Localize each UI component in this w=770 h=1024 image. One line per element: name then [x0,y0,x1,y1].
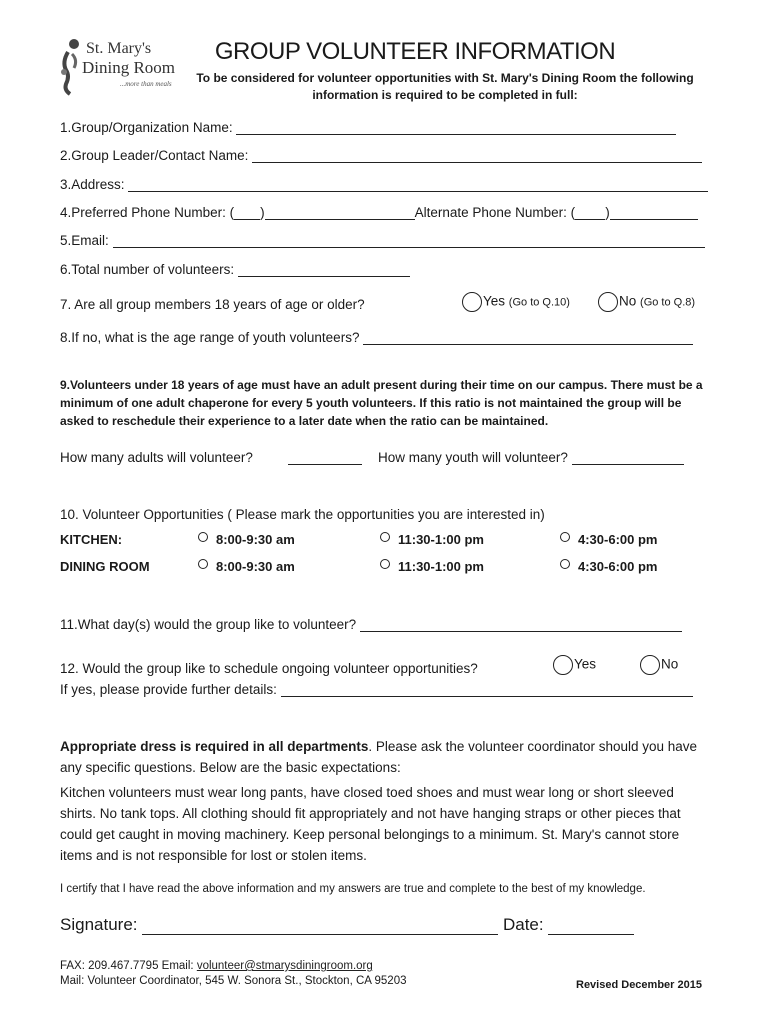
age-yes-note: (Go to Q.10) [508,296,570,309]
dining-evening-label: 4:30-6:00 pm [578,559,658,574]
address-input[interactable] [128,177,708,192]
kitchen-evening-radio[interactable] [560,532,570,542]
chaperone-policy-text: 9.Volunteers under 18 years of age must have an adult present during their time on our campus. There must be a minimum of one adult chaperone for every 5 youth volunteers. If this ratio is not maintained the group will be asked to reschedule their experience to a later date when the ratio can be maintained. [60,378,703,428]
age-yes-radio[interactable] [462,292,482,312]
preferred-phone-area-input[interactable] [234,205,260,220]
age-no-label: No [619,293,637,309]
field-total-volunteers [60,262,410,277]
age-question-label: 7. Are all group members 18 years of age or older? [60,297,365,312]
logo-tagline: ...more than meals [120,80,172,88]
dress-code-intro [60,736,712,778]
date-label: Date: [502,915,544,934]
contact-name-input[interactable] [252,148,702,163]
field-ongoing-details [60,682,693,697]
age-no-note: (Go to Q.8) [640,296,696,309]
dining-slot-evening[interactable] [560,559,657,574]
dress-code-rest: . Please ask the volunteer coordinator should you have any specific questions. Below are the basic expectations: [60,739,698,775]
field-adults-count [60,450,253,465]
youth-count-input[interactable] [572,450,684,465]
youth-age-range-input[interactable] [363,330,693,345]
age-no-option[interactable] [598,292,695,312]
page-title: GROUP VOLUNTEER INFORMATION [214,38,616,65]
field-address [60,177,708,192]
footer-fax: FAX: 209.467.7795 Email: [60,960,197,972]
youth-count-label: How many youth will volunteer? [378,450,568,465]
logo-line1: St. Mary's [86,40,152,57]
age-no-radio[interactable] [598,292,618,312]
signature-input[interactable] [142,918,498,935]
email-label: 5.Email: [60,233,109,248]
dining-lunch-radio[interactable] [380,559,390,569]
dress-code-heading: Appropriate dress is required in all departments [60,739,369,754]
kitchen-lunch-label: 11:30-1:00 pm [398,532,484,547]
field-email [60,233,705,248]
kitchen-morning-label: 8:00-9:30 am [216,532,295,547]
date-input[interactable] [548,918,634,935]
signature-row [60,915,634,935]
field-phones: 4.Preferred Phone Number: ( ) Alternate Phone Number: ( ) [60,205,698,220]
ongoing-details-label: If yes, please provide further details: [60,682,277,697]
question-age [60,297,365,312]
kitchen-lunch-radio[interactable] [380,532,390,542]
alternate-phone-area-input[interactable] [575,205,605,220]
ongoing-yes-option[interactable] [553,655,596,675]
certification-text: I certify that I have read the above information and my answers are true and complete to the best of my knowledge. [60,883,646,895]
age-yes-label: Yes [483,293,506,309]
preferred-phone-input[interactable] [265,205,415,220]
kitchen-slot-morning[interactable] [198,532,295,547]
signature-label: Signature: [60,915,138,934]
email-link[interactable]: volunteer@stmarysdiningroom.org [196,960,373,972]
ongoing-yes-radio[interactable] [553,655,573,675]
days-input[interactable] [360,617,682,632]
field-days [60,617,682,632]
kitchen-morning-radio[interactable] [198,532,208,542]
field-youth-age-range [60,330,693,345]
ongoing-no-label: No [661,656,679,672]
footer-mail: Mail: Volunteer Coordinator, 545 W. Sonora St., Stockton, CA 95203 [60,975,407,987]
ongoing-details-input[interactable] [281,682,693,697]
field-contact-name [60,148,702,163]
page-subtitle: To be considered for volunteer opportunities with St. Mary's Dining Room the following information is required to be completed in full: [196,71,694,102]
alternate-phone-label: Alternate Phone Number: ( [414,205,576,220]
ongoing-question: 12. Would the group like to schedule ongoing volunteer opportunities? [60,661,478,676]
group-name-input[interactable] [236,120,676,135]
ongoing-yes-label: Yes [574,656,597,672]
kitchen-slot-evening[interactable] [560,532,657,547]
opportunities-question: 10. Volunteer Opportunities ( Please mark the opportunities you are interested in) [60,507,545,522]
dining-morning-label: 8:00-9:30 am [216,559,295,574]
adults-count-label: How many adults will volunteer? [60,450,253,465]
total-volunteers-input[interactable] [238,262,410,277]
kitchen-label: KITCHEN: [60,532,123,547]
preferred-phone-label: 4.Preferred Phone Number: ( [60,205,235,220]
address-label: 3.Address: [60,177,125,192]
revised-date: Revised December 2015 [576,979,702,991]
field-youth-count [378,450,684,465]
group-name-label: 1.Group/Organization Name: [60,120,233,135]
email-input[interactable] [113,233,705,248]
youth-age-range-label: 8.If no, what is the age range of youth volunteers? [60,330,360,345]
kitchen-slot-lunch[interactable] [380,532,484,547]
dining-evening-radio[interactable] [560,559,570,569]
age-yes-option[interactable] [462,292,570,312]
dress-code-details: Kitchen volunteers must wear long pants, have closed toed shoes and must wear long or short sleeved shirts. No tank tops. All clothing should fit appropriately and not have hanging straps or other pieces that could get caught in moving machinery. Keep personal belongings to a minimum. St. Mary's cannot store items and is not responsible for lost or stolen items. [60,785,681,863]
total-volunteers-label: 6.Total number of volunteers: [60,262,235,277]
alternate-phone-input[interactable] [610,205,698,220]
ongoing-no-option[interactable] [640,655,678,675]
dining-room-label: DINING ROOM [60,559,150,574]
dining-morning-radio[interactable] [198,559,208,569]
field-group-name [60,120,676,135]
dining-lunch-label: 11:30-1:00 pm [398,559,484,574]
days-label: 11.What day(s) would the group like to volunteer? [60,617,357,632]
contact-name-label: 2.Group Leader/Contact Name: [60,148,249,163]
adults-count-input[interactable] [288,450,362,465]
kitchen-evening-label: 4:30-6:00 pm [578,532,658,547]
dining-slot-morning[interactable] [198,559,295,574]
ongoing-no-radio[interactable] [640,655,660,675]
dining-slot-lunch[interactable] [380,559,484,574]
logo-line2: Dining Room [82,58,176,77]
